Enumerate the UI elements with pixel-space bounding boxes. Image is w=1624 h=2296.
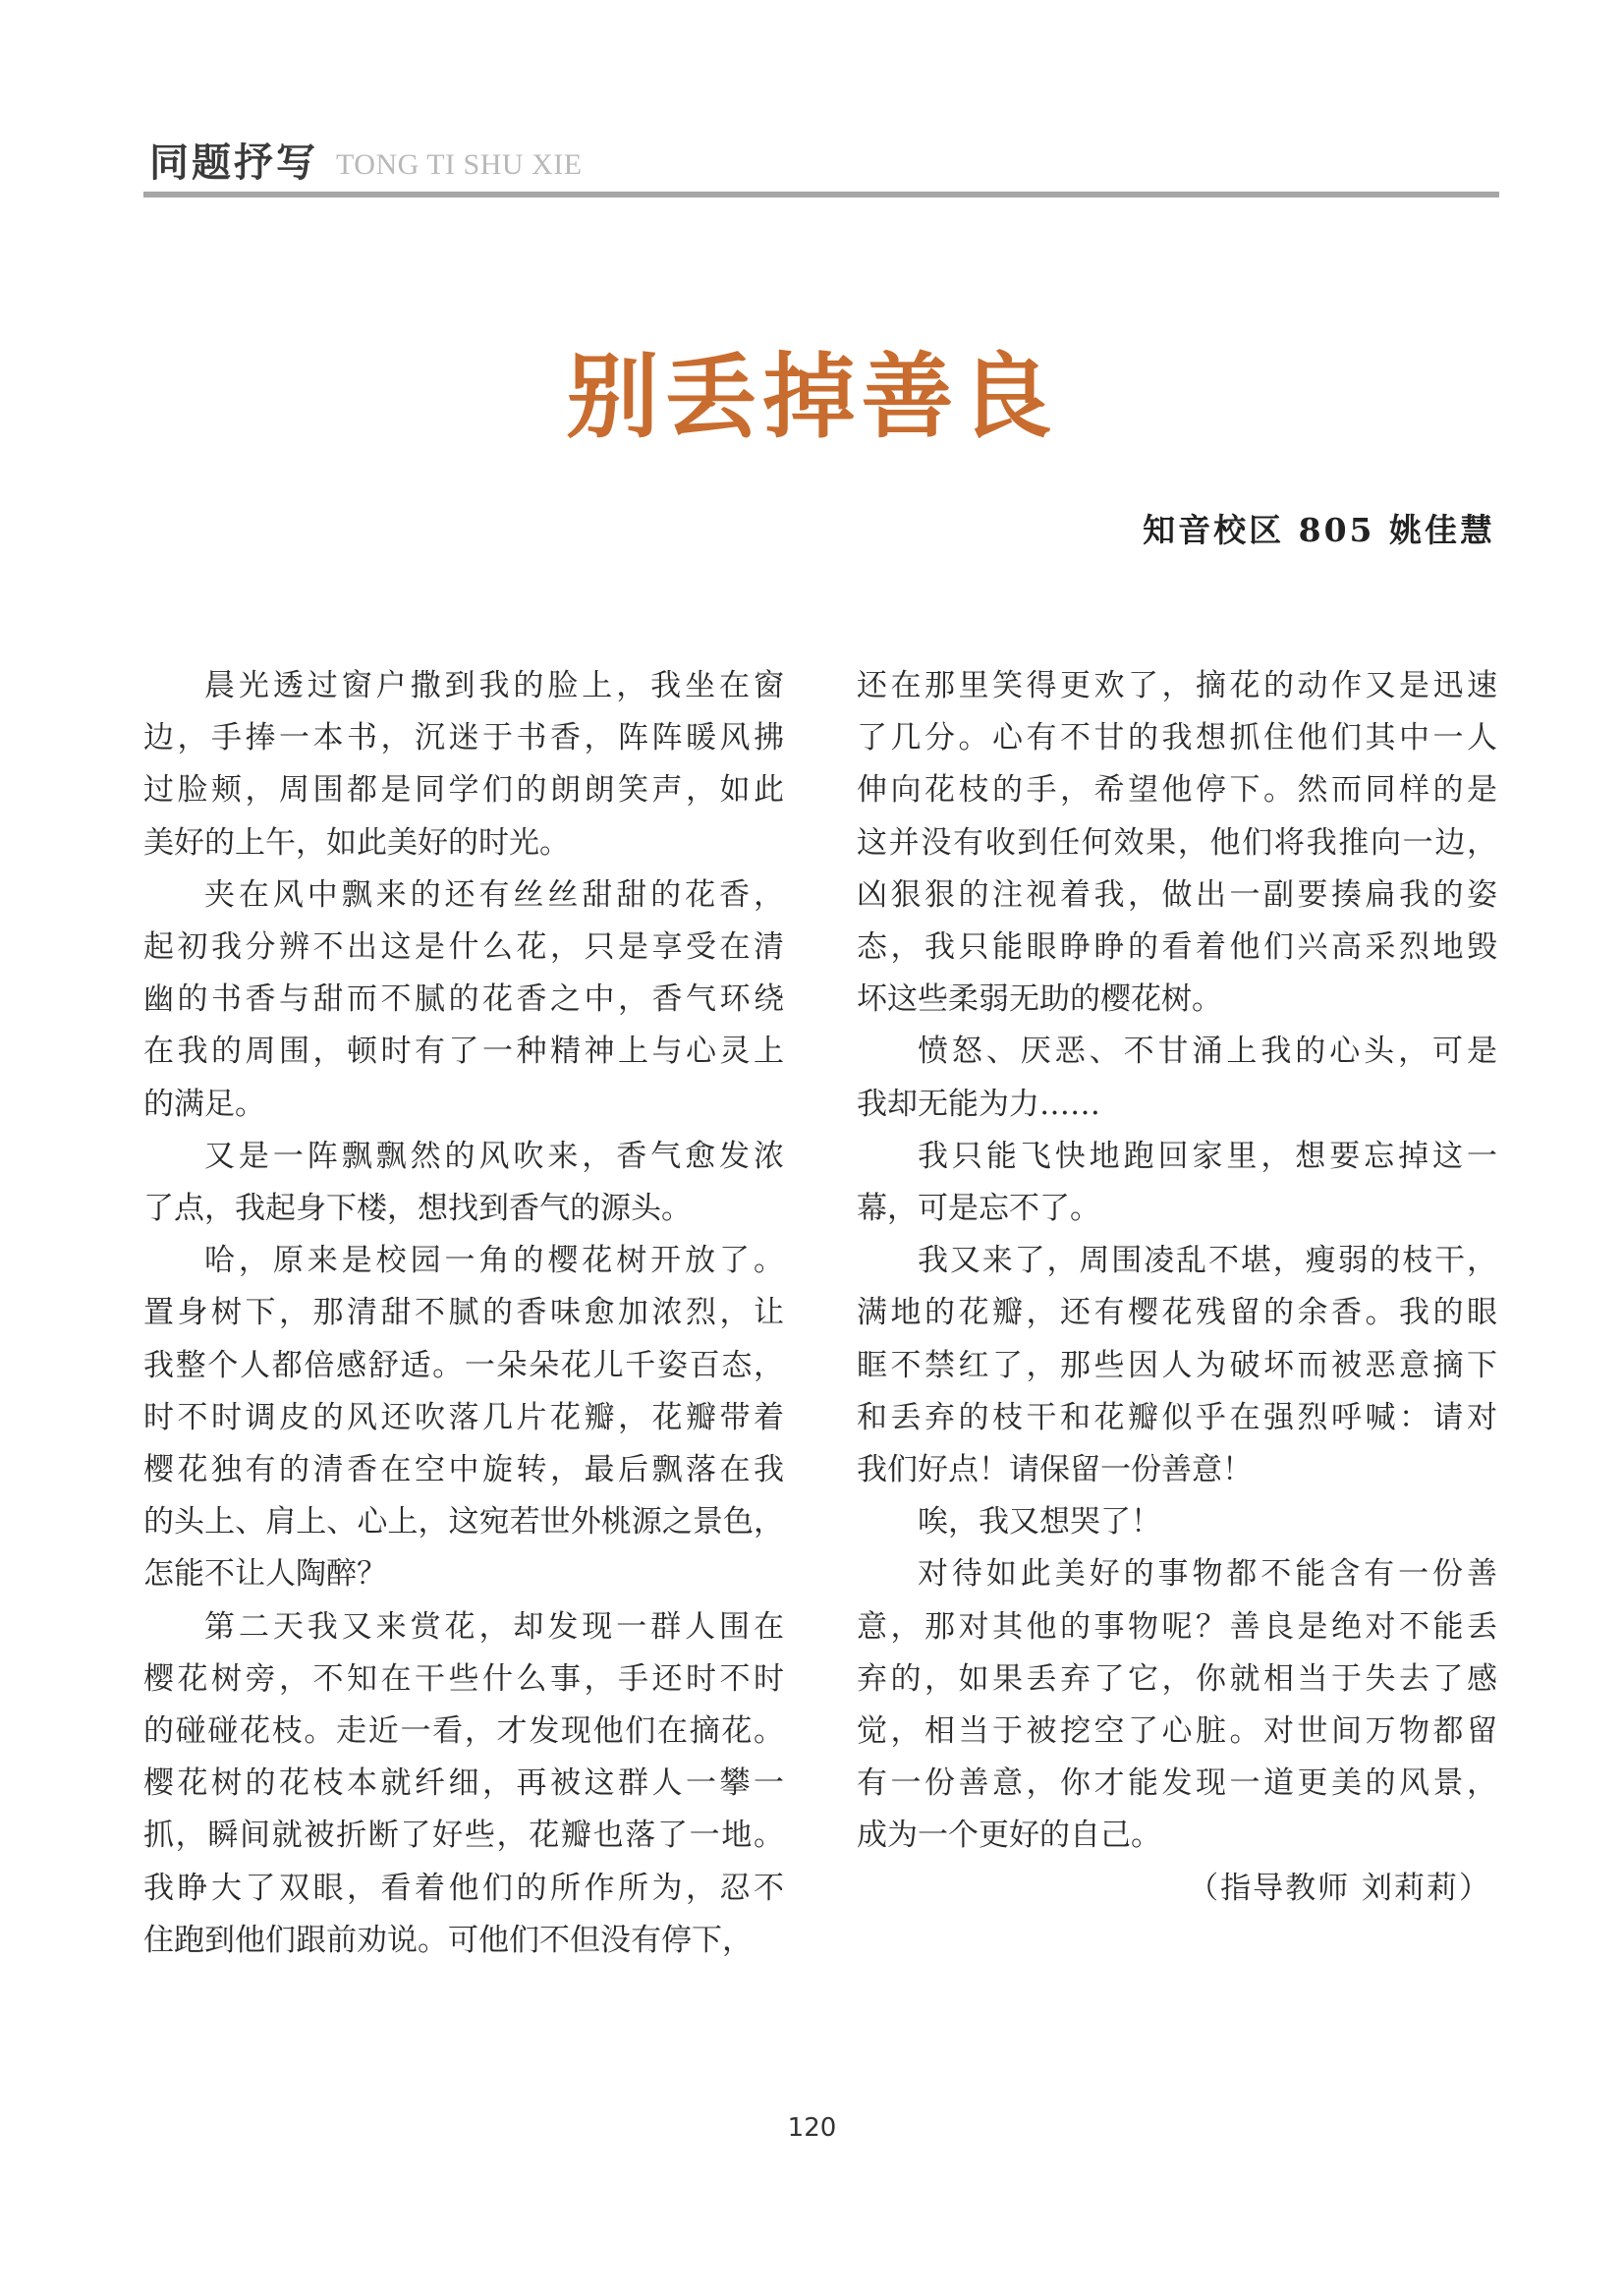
text-line: 愤怒、厌恶、不甘涌上我的心头，可是 (918, 1034, 1497, 1070)
paragraph (143, 1131, 784, 1235)
running-header (143, 136, 1499, 191)
text-line: 樱花树的花枝本就纤细，再被这群人一攀一 (143, 1765, 784, 1802)
text-line: 我整个人都倍感舒适。一朵朵花儿千姿百态， (143, 1347, 784, 1383)
text-line: 过脸颊，周围都是同学们的朗朗笑声，如此 (143, 772, 784, 809)
text-line: 置身树下，那清甜不腻的香味愈加浓烈，让 (143, 1295, 784, 1331)
text-line: 坏这些柔弱无助的樱花树。 (857, 981, 1222, 1018)
text-line: 美好的上午，如此美好的时光。 (143, 824, 570, 861)
text-line: 态，我只能眼睁睁的看着他们兴高采烈地毁 (857, 929, 1497, 966)
paragraph (143, 869, 784, 1131)
paragraph (857, 1496, 1497, 1548)
text-line: 的碰碰花枝。走近一看，才发现他们在摘花。 (143, 1713, 784, 1750)
text-line: 晨光透过窗户撒到我的脸上，我坐在窗 (204, 668, 784, 703)
text-line: 弃的，如果丢弃了它，你就相当于失去了感 (857, 1660, 1497, 1697)
text-line: 住跑到他们跟前劝说。可他们不但没有停下， (143, 1922, 753, 1958)
section-title-cn: 同题抒写 (149, 140, 318, 186)
text-line: 的头上、肩上、心上，这宛若世外桃源之景色， (143, 1504, 784, 1540)
text-line: 成为一个更好的自己。 (857, 1818, 1161, 1854)
text-line: 哈，原来是校园一角的樱花树开放了。 (204, 1243, 784, 1279)
text-line: 边，手捧一本书，沉迷于书香，阵阵暖风拂 (143, 720, 784, 756)
teacher-credit: （指导教师 刘莉莉） (1188, 1870, 1491, 1906)
paragraph (857, 1026, 1497, 1130)
text-line: 意，那对其他的事物呢？善良是绝对不能丢 (857, 1608, 1497, 1645)
text-line: 我只能飞快地跑回家里，想要忘掉这一 (918, 1138, 1497, 1174)
text-line: 又是一阵飘飘然的风吹来，香气愈发浓 (204, 1138, 784, 1174)
text-line: 我睁大了双眼，看着他们的所作所为，忍不 (143, 1870, 784, 1906)
text-line: 觉，相当于被挖空了心脏。对世间万物都留 (857, 1713, 1497, 1750)
text-line: 伸向花枝的手，希望他停下。然而同样的是 (857, 772, 1497, 809)
text-line: 和丢弃的枝干和花瓣似乎在强烈呼喊：请对 (857, 1399, 1497, 1435)
paragraph (857, 660, 1497, 1026)
text-line: 了点，我起身下楼，想找到香气的源头。 (143, 1191, 692, 1227)
text-line: 樱花树旁，不知在干些什么事，手还时不时 (143, 1660, 784, 1697)
text-line: 眶不禁红了，那些因人为破坏而被恶意摘下 (857, 1347, 1497, 1383)
text-line: 的满足。 (143, 1086, 265, 1122)
section-title-en: TONG TI SHU XIE (336, 148, 583, 181)
text-line: 我却无能为力…… (857, 1086, 1100, 1122)
text-line: 了几分。心有不甘的我想抓住他们其中一人 (857, 720, 1497, 756)
text-line: 起初我分辨不出这是什么花，只是享受在清 (143, 929, 784, 966)
article-author: 知音校区 805 姚佳慧 (1143, 511, 1495, 549)
text-line: 我们好点！请保留一份善意！ (857, 1452, 1253, 1488)
text-line: 樱花独有的清香在空中旋转，最后飘落在我 (143, 1452, 784, 1488)
text-line: 在我的周围，顿时有了一种精神上与心灵上 (143, 1034, 784, 1070)
text-line: 第二天我又来赏花，却发现一群人围在 (204, 1608, 784, 1645)
right-text-column (857, 660, 1497, 1915)
text-line: 时不时调皮的风还吹落几片花瓣，花瓣带着 (143, 1399, 784, 1435)
header-divider (143, 192, 1499, 197)
text-line: 有一份善意，你才能发现一道更美的风景， (857, 1765, 1497, 1802)
paragraph (143, 1601, 784, 1967)
text-line: 幕，可是忘不了。 (857, 1191, 1100, 1227)
paragraph (857, 1235, 1497, 1496)
text-line: 还在那里笑得更欢了，摘花的动作又是迅速 (857, 668, 1497, 703)
article-title: 别丢掉善良 (566, 344, 1058, 451)
paragraph (857, 1548, 1497, 1862)
text-line: 唉，我又想哭了！ (918, 1504, 1161, 1540)
text-line: 怎能不让人陶醉？ (143, 1556, 387, 1593)
text-line: 这并没有收到任何效果，他们将我推向一边， (857, 824, 1497, 861)
text-line: 凶狠狠的注视着我，做出一副要揍扁我的姿 (857, 876, 1497, 913)
paragraph (143, 1235, 784, 1600)
paragraph (857, 1131, 1497, 1235)
text-line: 抓，瞬间就被折断了好些，花瓣也落了一地。 (143, 1818, 784, 1854)
text-line: 我又来了，周围凌乱不堪，瘦弱的枝干， (918, 1243, 1497, 1279)
page-number: 120 (787, 2113, 837, 2143)
text-line: 幽的书香与甜而不腻的花香之中，香气环绕 (143, 981, 784, 1018)
text-line: 满地的花瓣，还有樱花残留的余香。我的眼 (857, 1295, 1497, 1331)
left-text-column (143, 660, 784, 1967)
text-line: 对待如此美好的事物都不能含有一份善 (918, 1556, 1497, 1593)
text-line: 夹在风中飘来的还有丝丝甜甜的花香， (204, 876, 784, 913)
paragraph (143, 660, 784, 869)
